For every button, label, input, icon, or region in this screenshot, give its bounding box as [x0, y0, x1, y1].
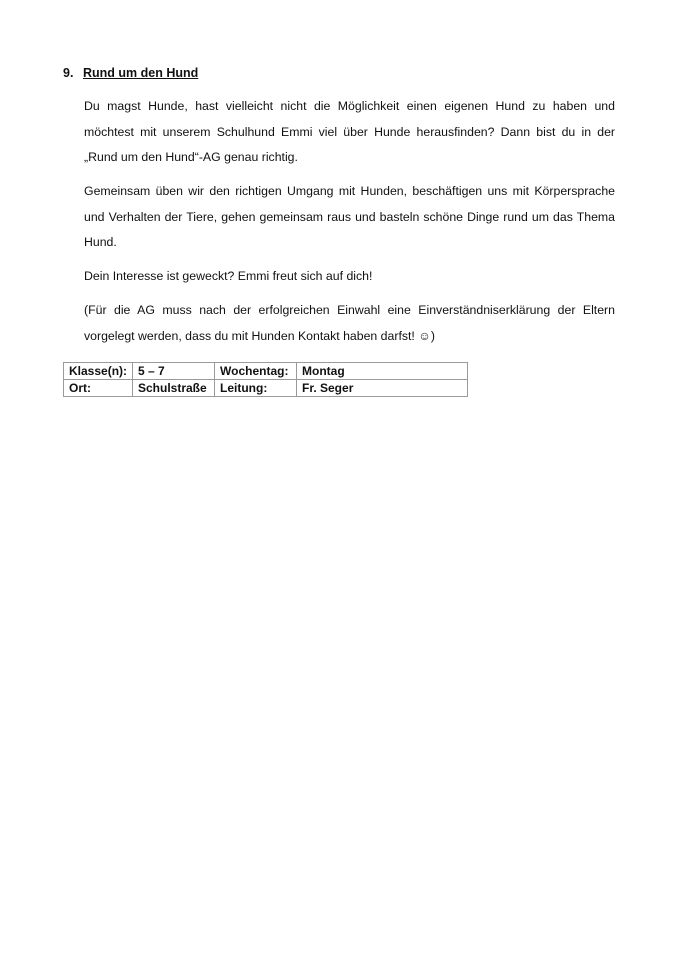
table-row	[64, 380, 468, 397]
label-weekday: Wochentag:	[215, 363, 297, 380]
value-location: Schulstraße	[133, 380, 215, 397]
label-location: Ort:	[64, 380, 133, 397]
paragraph-activities: Gemeinsam üben wir den richtigen Umgang mit Hunden, beschäftigen uns mit Körpersprache und Verhalten der Tiere, gehen gemeinsam raus und basteln schöne Dinge rund um das Thema Hund.	[84, 184, 615, 249]
label-leader: Leitung:	[215, 380, 297, 397]
section-heading	[63, 64, 198, 82]
label-classes: Klasse(n):	[64, 363, 133, 380]
table-row	[64, 363, 468, 380]
value-leader: Fr. Seger	[297, 380, 468, 397]
paragraph-consent-note: (Für die AG muss nach der erfolgreichen Einwahl eine Einverständniserklärung der Eltern vorgelegt werden, dass du mit Hunden Kontakt haben darfst! ☺)	[84, 303, 615, 343]
section-title: Rund um den Hund	[83, 66, 199, 80]
paragraph-interest: Dein Interesse ist geweckt? Emmi freut sich auf dich!	[84, 269, 373, 283]
paragraph-intro: Du magst Hunde, hast vielleicht nicht die Möglichkeit einen eigenen Hund zu haben und möchtest mit unserem Schulhund Emmi viel über Hunde herausfinden? Dann bist du in der „Rund um den Hund“-AG genau richtig.	[84, 99, 615, 164]
section-number: 9.	[63, 66, 74, 80]
value-weekday: Montag	[297, 363, 468, 380]
info-table	[63, 362, 468, 397]
value-classes: 5 – 7	[133, 363, 215, 380]
